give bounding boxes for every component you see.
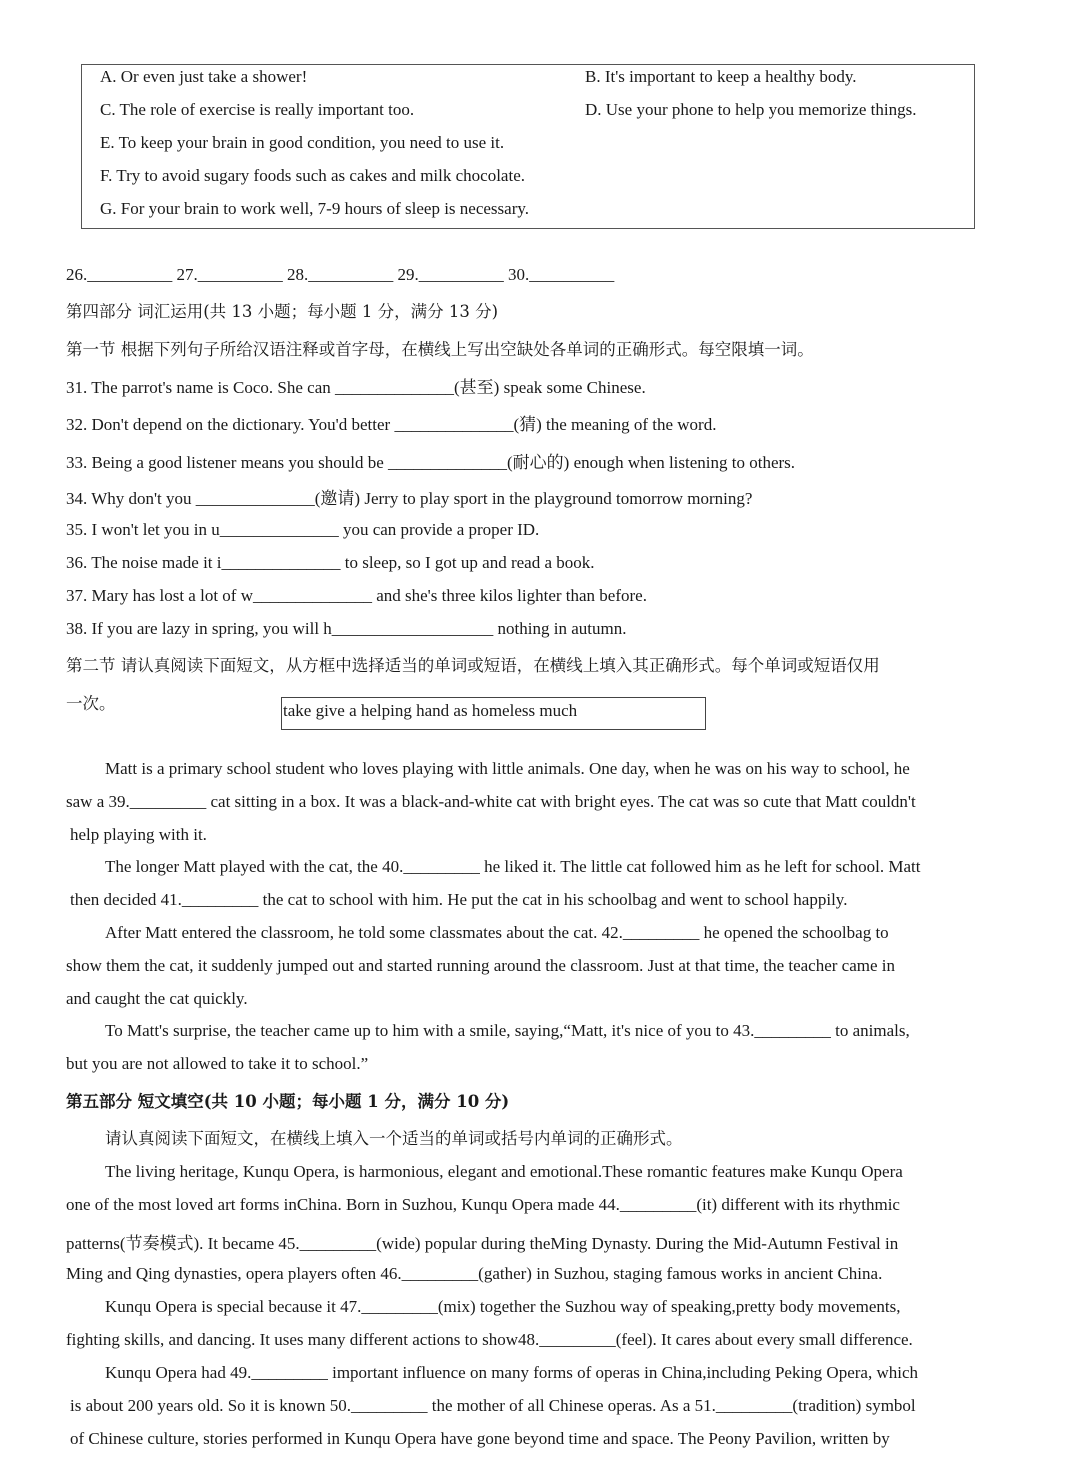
option-e: E. To keep your brain in good condition, you need to use it.	[100, 133, 505, 152]
passage1-line: Matt is a primary school student who loves playing with little animals. One day, when he was on his way to school, he	[105, 759, 910, 778]
passage2-line: The living heritage, Kunqu Opera, is harmonious, elegant and emotional.These romantic features make Kunqu Opera	[105, 1162, 903, 1181]
passage2-line: Kunqu Opera is special because it 47._________(mix) together the Suzhou way of speaking,pretty body movements,	[105, 1297, 901, 1316]
passage2-line: is about 200 years old. So it is known 50._________ the mother of all Chinese operas. As a 51._________(tradition) symbol	[70, 1396, 916, 1415]
answer-blanks: 26.__________ 27.__________ 28.__________ 29.__________ 30.__________	[66, 265, 615, 284]
part4-section2-cont: 一次。	[66, 694, 116, 713]
part4-title: 第四部分 词汇运用(共 13 小题；每小题 1 分，满分 13 分)	[66, 302, 499, 321]
option-c: C. The role of exercise is really important too.	[100, 100, 415, 119]
passage2-line: of Chinese culture, stories performed in Kunqu Opera have gone beyond time and space. The Peony Pavilion, written by	[70, 1429, 890, 1448]
passage1-line: and caught the cat quickly.	[66, 989, 248, 1008]
part4-section2: 第二节 请认真阅读下面短文，从方框中选择适当的单词或短语，在横线上填入其正确形式。每个单词或短语仅用	[66, 656, 880, 675]
option-g: G. For your brain to work well, 7-9 hours of sleep is necessary.	[100, 199, 530, 218]
passage1-line: but you are not allowed to take it to school.”	[66, 1054, 369, 1073]
question-37: 37. Mary has lost a lot of w______________ and she's three kilos lighter than before.	[66, 586, 647, 605]
option-d: D. Use your phone to help you memorize things.	[585, 100, 917, 119]
question-31: 31. The parrot's name is Coco. She can ______________(甚至) speak some Chinese.	[66, 378, 646, 397]
question-38: 38. If you are lazy in spring, you will h___________________ nothing in autumn.	[66, 619, 627, 638]
option-f: F. Try to avoid sugary foods such as cakes and milk chocolate.	[100, 166, 525, 185]
passage1-line: To Matt's surprise, the teacher came up to him with a smile, saying,“Matt, it's nice of you to 43._________ to animals,	[105, 1021, 910, 1040]
word-box-text: take give a helping hand as homeless much	[283, 701, 578, 720]
passage2-line: patterns(节奏模式). It became 45._________(wide) popular during theMing Dynasty. During the Mid-Autumn Festival in	[66, 1234, 899, 1253]
question-34: 34. Why don't you ______________(邀请) Jerry to play sport in the playground tomorrow morning?	[66, 489, 753, 508]
question-35: 35. I won't let you in u______________ you can provide a proper ID.	[66, 520, 540, 539]
part4-section1: 第一节 根据下列句子所给汉语注释或首字母，在横线上写出空缺处各单词的正确形式。每空限填一词。	[66, 340, 814, 359]
question-33: 33. Being a good listener means you should be ______________(耐心的) enough when listening to others.	[66, 453, 796, 472]
option-a: A. Or even just take a shower!	[100, 67, 308, 86]
question-36: 36. The noise made it i______________ to sleep, so I got up and read a book.	[66, 553, 595, 572]
passage1-line: After Matt entered the classroom, he told some classmates about the cat. 42._________ he opened the schoolbag to	[105, 923, 889, 942]
passage1-line: help playing with it.	[70, 825, 207, 844]
option-b: B. It's important to keep a healthy body.	[585, 67, 857, 86]
part5-title: 第五部分 短文填空(共 10 小题；每小题 1 分，满分 10 分)	[66, 1092, 510, 1111]
passage1-line: show them the cat, it suddenly jumped out and started running around the classroom. Just at that time, the teacher came in	[66, 956, 896, 975]
question-32: 32. Don't depend on the dictionary. You'd better ______________(猜) the meaning of the word.	[66, 415, 717, 434]
part5-instruction: 请认真阅读下面短文，在横线上填入一个适当的单词或括号内单词的正确形式。	[105, 1129, 683, 1148]
passage2-line: one of the most loved art forms inChina. Born in Suzhou, Kunqu Opera made 44._________(it) different with its rhythmic	[66, 1195, 900, 1214]
passage2-line: Ming and Qing dynasties, opera players often 46._________(gather) in Suzhou, staging famous works in ancient China.	[66, 1264, 883, 1283]
passage2-line: Kunqu Opera had 49._________ important influence on many forms of operas in China,including Peking Opera, which	[105, 1363, 918, 1382]
passage1-line: The longer Matt played with the cat, the 40._________ he liked it. The little cat followed him as he left for school. Matt	[105, 857, 921, 876]
passage1-line: then decided 41._________ the cat to school with him. He put the cat in his schoolbag and went to school happily.	[70, 890, 848, 909]
passage2-line: fighting skills, and dancing. It uses many different actions to show48._________(feel). It cares about every small difference.	[66, 1330, 913, 1349]
passage1-line: saw a 39._________ cat sitting in a box. It was a black-and-white cat with bright eyes. The cat was so cute that Matt couldn't	[66, 792, 916, 811]
